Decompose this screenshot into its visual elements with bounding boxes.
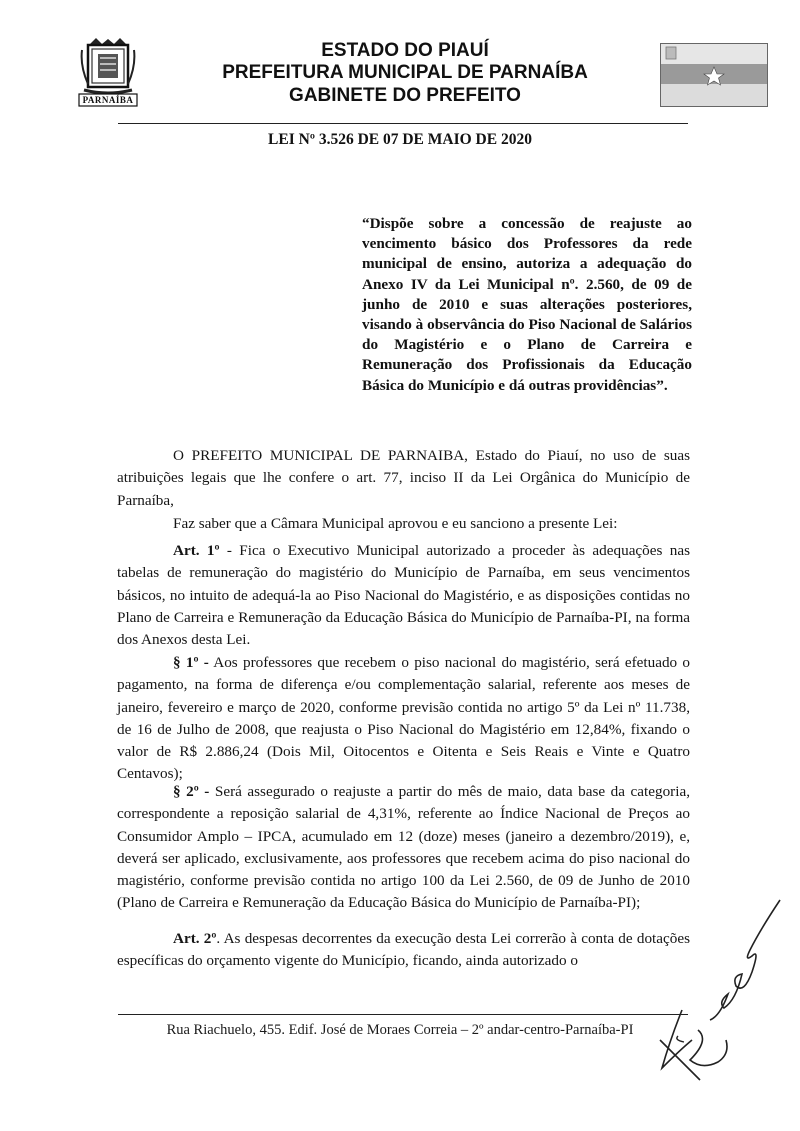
article-2-text: . As despesas decorrentes da execução desta Lei correrão à conta de dotações específicas do orçamento vigente do Município, ficando, ainda autorizado o: [117, 930, 691, 970]
article-2-label: Art. 2º: [173, 930, 217, 947]
law-title: LEI Nº 3.526 DE 07 DE MAIO DE 2020: [268, 131, 532, 148]
city-flag: [660, 43, 768, 107]
coat-of-arms-logo: [78, 36, 138, 108]
header-cabinet: GABINETE DO PREFEITO: [289, 85, 521, 106]
paragraph-1: [117, 652, 690, 786]
article-1: [117, 540, 690, 651]
paragraph-2-label: § 2º -: [173, 783, 210, 800]
logo-label: PARNAÍBA: [82, 95, 134, 105]
preamble-text: O PREFEITO MUNICIPAL DE PARNAIBA, Estado do Piauí, no uso de suas atribuições legais que lhe confere o art. 77, inciso II da Lei Orgânica do Município de Parnaíba,: [117, 447, 690, 509]
footer-address: Rua Riachuelo, 455. Edif. José de Moraes Correia – 2º andar-centro-Parnaíba-PI: [166, 1022, 634, 1038]
paragraph-1-label: § 1º -: [173, 654, 209, 671]
paragraph-2: [117, 781, 690, 915]
handwritten-signature: [640, 890, 790, 1090]
article-2: [117, 928, 690, 973]
header-divider: [118, 123, 688, 124]
law-summary: “Dispõe sobre a concessão de reajuste ao vencimento básico dos Professores da rede municipal de ensino, autoriza a adequação do Anexo IV da Lei Municipal nº. 2.560, de 09 de junho de 2010 e suas alterações posteriores, visando à observância do Piso Nacional de Salários do Magistério e o Plano de Carreira e Remuneração dos Profissionais da Educação Básica do Município e dá outras providências”.: [362, 215, 692, 394]
paragraph-1-text: Aos professores que recebem o piso nacional do magistério, será efetuado o pagamento, na forma de diferença e/ou complementação salarial, referente aos meses de janeiro, fevereiro e março de 2020, conforme previsão contida no artigo 5º da Lei nº 11.738, de 16 de Julho de 2008, que reajusta o Piso Nacional do Magistério em 12,84%, fixando o valor de R$ 2.886,24 (Dois Mil, Oitocentos e Oitenta e Seis Reais e Vinte e Quatro Centavos);: [117, 654, 690, 783]
preamble-paragraph: [117, 445, 690, 512]
article-1-text: - Fica o Executivo Municipal autorizado a proceder às adequações nas tabelas de remuneração do magistério do Município de Parnaíba, em seus vencimentos básicos, no intuito de adequá-la ao Piso Nacional do Magistério, e as disposições contidas no Plano de Carreira e Remuneração da Educação Básica do Município de Parnaíba-PI, na forma dos Anexos desta Lei.: [117, 542, 691, 649]
enactment-paragraph: [117, 513, 690, 535]
footer-divider: [118, 1014, 688, 1015]
paragraph-2-text: Será assegurado o reajuste a partir do mês de maio, data base da categoria, correspondente a reposição salarial de 4,31%, referente ao Índice Nacional de Preços ao Consumidor Amplo – IPCA, acumulado em 12 (doze) meses (janeiro a dezembro/2019), e, deverá ser aplicado, exclusivamente, aos professores que recebem acima do piso nacional do magistério, conforme previsão contida no artigo 100 da Lei 2.560, de 09 de Junho de 2010 (Plano de Carreira e Remuneração da Educação Básica do Município de Parnaíba-PI);: [117, 783, 690, 912]
enactment-text: Faz saber que a Câmara Municipal aprovou e eu sanciono a presente Lei:: [173, 515, 618, 532]
header-state: ESTADO DO PIAUÍ: [321, 40, 489, 61]
article-1-label: Art. 1º: [173, 542, 220, 559]
header-prefecture: PREFEITURA MUNICIPAL DE PARNAÍBA: [222, 62, 588, 83]
